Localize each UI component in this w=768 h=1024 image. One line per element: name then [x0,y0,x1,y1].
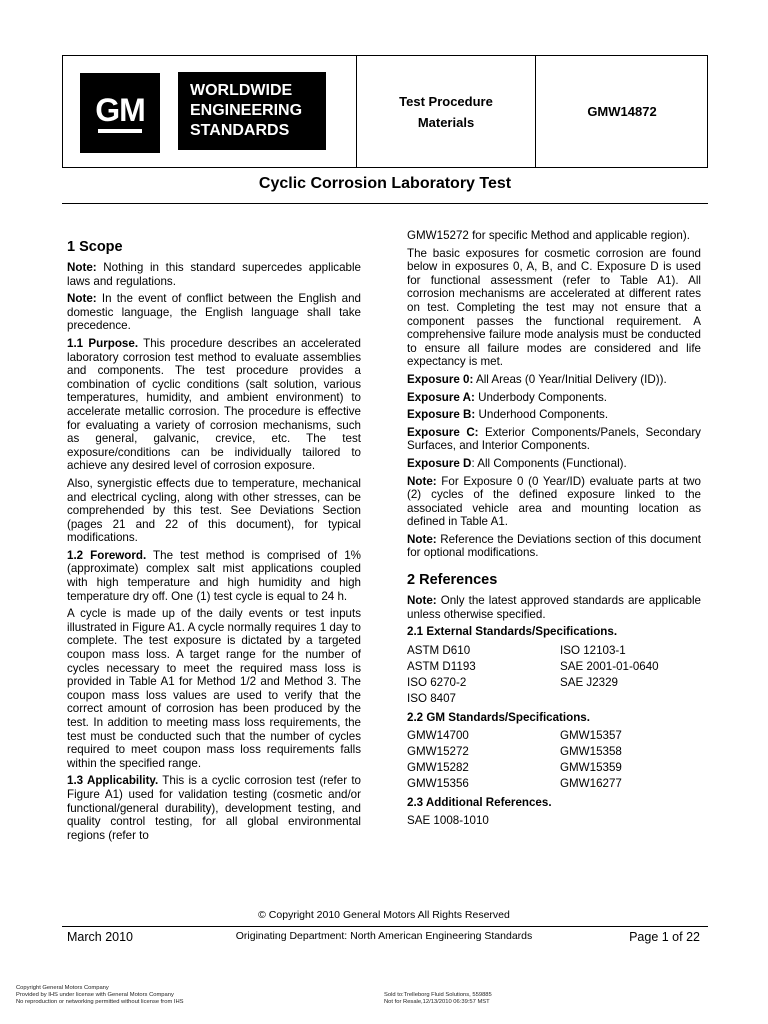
copyright-notice: © Copyright 2010 General Motors All Rights Reserved [258,909,510,921]
list-item: ASTM D610 [407,643,471,657]
exposure-0 [407,373,701,387]
document-type-line-1: Test Procedure [399,93,493,109]
fineprint-line: Sold to:Trelleborg Fluid Solutions, 559885 [384,992,492,998]
exposure-d-label: Exposure D [407,456,472,470]
exposure-d-text: : All Components (Functional). [471,456,627,470]
external-standards-heading: 2.1 External Standards/Specifications. [407,625,618,639]
purpose-paragraph [67,337,361,473]
right-column [407,229,701,832]
references-heading: 2 References [407,572,498,589]
scope-heading: 1 Scope [67,239,123,255]
exposure-b-label: Exposure B: [407,408,476,422]
applicability-label: 1.3 Applicability. [67,774,159,788]
fineprint-left [16,985,184,1006]
foreword-text: The test method is comprised of 1% (approximate) complex salt mist applications coupled with high temperature and high humidity and high temperature dry off. One (1) test cycle is equal to 24 h. [67,548,361,603]
exposure-0-text: All Areas (0 Year/Initial Delivery (ID)). [473,372,667,386]
exposure-b [407,408,701,422]
footer-department: Originating Department: North American Engineering Standards [235,930,533,942]
title-rule [62,203,708,204]
applicability-text: This is a cyclic corrosion test (refer to Figure A1) used for validation testing (cosmetic and/or functional/general durability), development testing, and quality control testing, for all global environmental regions (refer to [67,774,361,842]
exposure-b-text: Underhood Components. [475,408,609,422]
note-label: Note: [67,292,97,306]
footer-page-number: Page 1 of 22 [629,930,700,944]
standards-line-1: WORLDWIDE [190,82,293,99]
note-text: In the event of conflict between the English and domestic language, the English language shall take precedence. [67,292,361,333]
fineprint-line: Provided by IHS under license with General Motors Company [16,992,174,998]
external-standards-list [407,643,701,707]
document-type [357,56,535,167]
exposure-c-label: Exposure C: [407,425,479,439]
note-deviations [407,533,701,560]
footer-date: March 2010 [67,930,134,944]
fineprint-right [384,992,492,1006]
exposure-0-label: Exposure 0: [407,372,474,386]
list-item: GMW15359 [560,761,622,775]
foreword-paragraph-2: A cycle is made up of the daily events or test inputs illustrated in Figure A1. A cycle normally requires 1 day to complete. The test exposure is dictated by a targeted coupon mass loss. A target range for the number of cycles necessary to meet the required mass loss is provided in Table A1 for Method 1/2 and Method 3. The coupon mass loss values are used to verify that the correct amount of corrosion has been produced by the test. In addition to meeting mass loss requirements, the test must be conducted such that the number of cycles required to meet coupon mass loss requirements falls within the specified range. [67,607,361,770]
note-exposure-0 [407,475,701,529]
left-column [67,229,361,846]
foreword-label: 1.2 Foreword. [67,548,147,562]
document-title: Cyclic Corrosion Laboratory Test [258,175,512,192]
list-item: ISO 6270-2 [407,675,467,689]
fineprint-line: Not for Resale,12/13/2010 06:39:57 MST [384,999,490,1005]
list-item: SAE 2001-01-0640 [560,659,659,673]
list-item: GMW15358 [560,745,622,759]
note-text: Reference the Deviations section of this document for optional modifications. [407,532,701,560]
list-item: ISO 8407 [407,691,456,705]
list-item: GMW15272 [407,745,469,759]
additional-reference-item: SAE 1008-1010 [407,814,489,828]
note-language [67,292,361,333]
list-item: SAE J2329 [560,675,619,689]
exposure-c-text: Exterior Components/Panels, Secondary Surfaces, and Interior Components. [407,425,701,453]
document-type-line-2: Materials [417,114,475,130]
continued-paragraph: GMW15272 for specific Method and applicable region). [407,229,690,242]
standards-line-3: STANDARDS [190,122,290,139]
fineprint-line: Copyright General Motors Company [16,985,109,991]
purpose-paragraph-2: Also, synergistic effects due to temperature, mechanical and electrical cycling, along with other stresses, can be comprehended by this test. See Deviations Section (pages 21 and 22 of this document), for typical modifications. [67,476,361,545]
exposure-a-label: Exposure A: [407,390,475,404]
list-item: GMW15356 [407,777,469,791]
list-item: GMW15282 [407,761,469,775]
list-item: GMW15357 [560,729,622,743]
gm-logo [80,73,160,153]
exposure-d [407,457,701,471]
exposure-c [407,426,701,453]
additional-references-heading: 2.3 Additional References. [407,796,552,810]
document-number: GMW14872 [587,104,657,119]
worldwide-engineering-standards-badge [178,72,326,150]
note-label: Note: [407,474,437,488]
gm-standards-list [407,728,701,792]
gm-standards-heading: 2.2 GM Standards/Specifications. [407,710,590,724]
list-item: GMW14700 [407,729,469,743]
note-label: Note: [407,532,437,546]
standards-line-2: ENGINEERING [190,102,303,119]
list-item: ISO 12103-1 [560,643,626,657]
fineprint-line: No reproduction or networking permitted without license from IHS [16,999,184,1005]
gm-logo-text: GM [95,92,145,128]
note-laws [67,261,361,288]
list-item: GMW16277 [560,777,622,791]
foreword-paragraph [67,549,361,603]
purpose-text: This procedure describes an accelerated laboratory corrosion test method to evaluate assemblies and components. The test procedure provides a combination of cyclic conditions (salt solution, various temperatures, humidity, and ambient environment) to accelerate metallic corrosion. The procedure is effective for evaluating a variety of corrosion mechanisms, such as general, galvanic, crevice, etc. The test exposure/conditions can be individually tailored to achieve any desired level of corrosion exposure. [67,336,361,473]
exposure-a [407,391,701,405]
note-text: For Exposure 0 (0 Year/ID) evaluate parts at two (2) cycles of the defined exposure linked to the associated vehicle area and mounting location as defined in Table A1. [407,474,701,529]
note-label: Note: [407,594,437,608]
note-label: Note: [67,261,97,274]
exposure-a-text: Underbody Components. [474,390,607,404]
purpose-label: 1.1 Purpose. [67,336,139,350]
note-latest-standards [407,594,701,621]
list-item: ASTM D1193 [407,659,476,673]
basic-exposures-paragraph: The basic exposures for cosmetic corrosion are found below in exposures 0, A, B, and C. Exposure D is used for functional assessment (refer to Table A1). All corrosion mechanisms are accelerated at different rates on test. Completing the test may not ensure that a component passes the functional requirement. A comprehensive failure mode analysis must be conducted to ensure all failure modes are considered and life expectancy is met. [407,246,701,369]
note-text: Nothing in this standard supercedes applicable laws and regulations. [67,261,361,288]
footer-rule [62,926,708,927]
note-text: Only the latest approved standards are applicable unless otherwise specified. [407,594,701,621]
header-box [62,55,708,168]
applicability-paragraph [67,774,361,842]
gm-logo-underline [98,129,142,133]
